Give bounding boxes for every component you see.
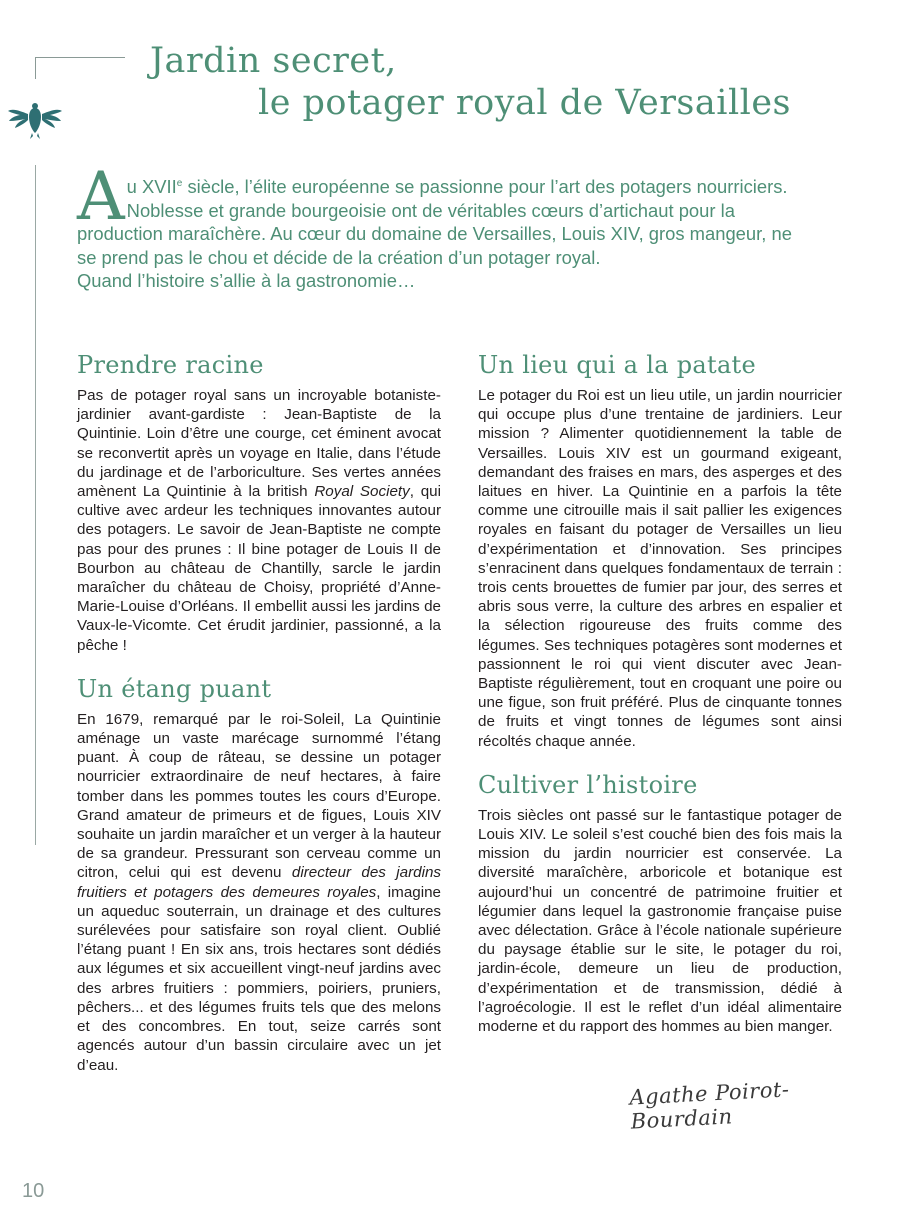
section-title-cultiver-histoire: Cultiver l’histoire [478,770,698,799]
title-line-2: le potager royal de Versailles [258,83,792,123]
intro-line-2: Noblesse et grande bourgeoisie ont de véritables cœurs d’artichaut pour la [126,199,735,221]
left-column [77,350,441,1094]
right-column [478,350,842,1055]
section-text-prendre-racine: Pas de potager royal sans un incroyable botaniste-jardinier avant-gardiste : Jean-Baptiste de la Quintinie. Loin d’être une courge, cet éminent avocat se reconvertit après un voyage en Italie, dans l’étude du jardinage et de l’arboriculture. Ses vertes années amènent La Quintinie à la british Royal Society, qui cultive avec ardeur les techniques innovantes autour des potagers. Le savoir de Jean-Baptiste ne compte pas pour des prunes : Il bine potager de Louis II de Bourbon au château de Chantilly, sarcle le jardin maraîcher du château de Choisy, propriété d’Anne-Marie-Louise d’Orléans. Il embellit aussi les jardins de Vaux-le-Vicomte. Cet érudit jardinier, passionné, a la pêche ! [77,387,441,654]
section-title-etang-puant: Un étang puant [77,674,272,703]
intro-line-5: Quand l’histoire s’allie à la gastronomie… [77,270,416,291]
intro-line-3: production maraîchère. Au cœur du domaine de Versailles, Louis XIV, gros mangeur, ne [77,223,792,244]
section-title-lieu-patate: Un lieu qui a la patate [478,351,757,379]
intro-line-1: u XVIIe siècle, l’élite européenne se passionne pour l’art des potagers nourriciers. [126,176,788,197]
section-text-etang-puant: En 1679, remarqué par le roi-Soleil, La Quintinie aménage un vaste marécage surnommé l’étang puant. À coup de râteau, se dessine un potager nourricier extraordinaire de neuf hectares, à faire tomber dans les pommes toutes les cours d’Europe. Grand amateur de primeurs et de figues, Louis XIV souhaite un jardin maraîcher et un verger à la hauteur de sa grandeur. Pressurant son cerveau comme un citron, celui qui est devenu directeur des jardins fruitiers et potagers des demeures royales, imagine un aqueduc souterrain, un drainage et des cultures surélevées pour satisfaire son royal client. Oublié l’étang puant ! En six ans, trois hectares sont dédiés aux légumes et six accueillent vingt-neuf jardins avec des arbres fruitiers : pommiers, poiriers, pruniers, pêchers... et des légumes fruits tels que des melons et des concombres. En tout, seize carrés sont agencés autour d’un bassin circulaire avec un jet d’eau. [77,710,441,1074]
section-title-prendre-racine: Prendre racine [77,351,264,379]
page-number: 10 [22,1180,45,1202]
decorative-side-rule [35,165,36,845]
page-title [0,40,900,124]
intro-line-4: se prend pas le chou et décide de la création d’un potager royal. [77,246,601,268]
section-text-lieu-patate: Le potager du Roi est un lieu utile, un jardin nourricier qui occupe plus d’une trentaine de jardiniers. Leur mission ? Alimenter quotidiennement la table de Versailles. Louis XIV est un gourmand exigeant, demandant des fraises en mars, des asperges et des laitues en hiver. La Quintinie en a parfois la tête comme une citrouille mais il sait pallier les exigences royales en faisant du potager de Versailles un lieu d’expérimentation et d’innovation. Ses principes s’enracinent dans quelques fondamentaux de terrain : trois cents brouettes de fumier par jour, des serres et abris sous verre, la culture des arbres en espalier et la sélection rigoureuse des fruits comme des légumes. Ses techniques potagères sont modernes et passionnent le roi qui vient discuter avec Jean-Baptiste régulièrement, tout en croquant une poire ou une figue, son fruit préféré. Plus de cinquante tonnes de fruits et vingt tonnes de légumes sont ainsi récoltés chaque année. [478,387,842,750]
section-text-cultiver-histoire: Trois siècles ont passé sur le fantastique potager de Louis XIV. Le soleil s’est couché bien des fois mais la mission du jardin nourricier est conservée. La diversité maraîchère, arboricole et botanique est aujourd’hui un concentré de patrimoine fruitier et légumier dans lequel la gastronomie française puise avec délectation. Grâce à l’école nationale supérieure du paysage établie sur le site, le potager du roi, jardin-école, demeure un lieu de production, d’expérimentation et de transmission, dédié à l’agroécologie. Il est le reflet d’un idéal alimentaire moderne et du rapport des hommes au bien manger. [478,806,842,1036]
title-line-1: Jardin secret, [150,41,397,81]
intro-paragraph [77,158,841,293]
drop-cap: A [77,158,125,235]
author-signature: Agathe Poirot-Bourdain [628,1077,790,1134]
